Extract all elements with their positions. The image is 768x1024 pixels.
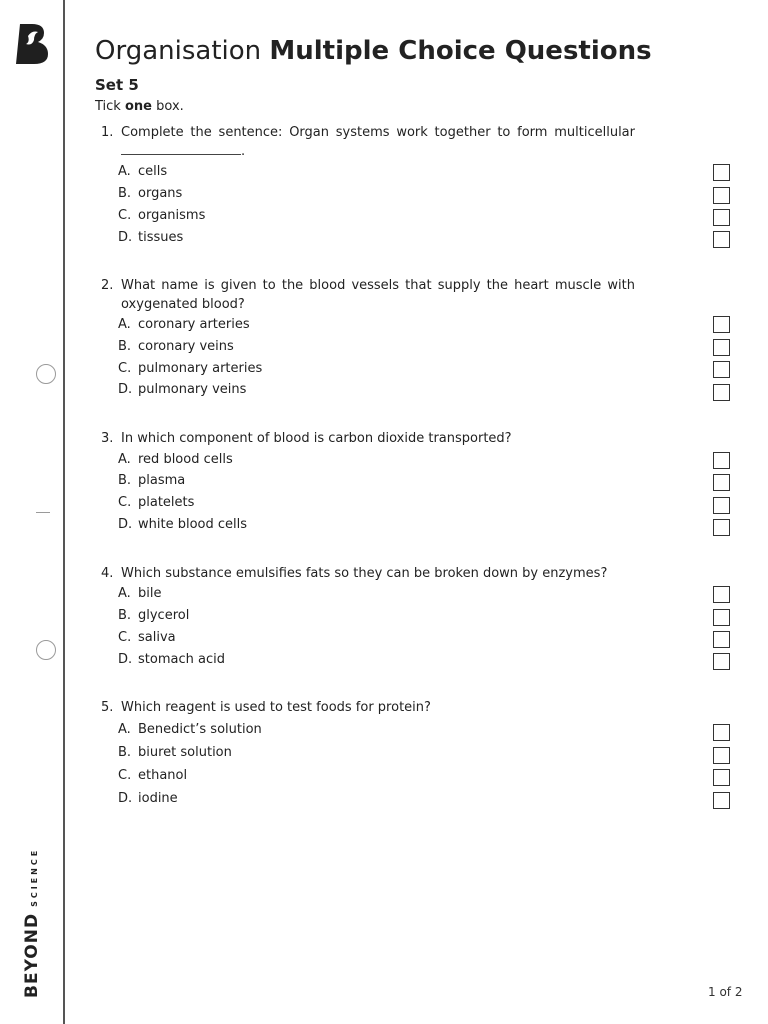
question-text-main: Complete the sentence: Organ systems work together to form multicellular	[121, 125, 635, 140]
option-letter: A.	[118, 722, 131, 737]
question-2	[101, 276, 635, 314]
margin-line	[63, 0, 65, 1024]
option-1b	[118, 183, 182, 205]
instruction-pre: Tick	[95, 99, 121, 114]
beyond-logo-icon	[14, 22, 52, 66]
option-letter: D.	[118, 382, 133, 397]
checkbox-4a[interactable]	[713, 586, 730, 603]
option-text: red blood cells	[138, 452, 233, 467]
instruction-bold: one	[124, 99, 152, 114]
option-text: bile	[138, 586, 162, 601]
option-1a	[118, 161, 167, 183]
option-4c	[118, 627, 176, 649]
option-letter: C.	[118, 630, 132, 645]
page-number: 1 of 2	[708, 985, 743, 999]
option-text: organisms	[138, 208, 206, 223]
question-text: Which reagent is used to test foods for protein?	[121, 700, 431, 715]
brand-main: BEYOND	[22, 912, 42, 998]
checkbox-1d[interactable]	[713, 231, 730, 248]
option-2b	[118, 336, 234, 358]
question-text: Which substance emulsifies fats so they can be broken down by enzymes?	[121, 566, 608, 581]
instruction	[95, 99, 184, 114]
option-text: organs	[138, 186, 183, 201]
option-text: plasma	[138, 473, 186, 488]
option-text: saliva	[138, 630, 176, 645]
checkbox-1b[interactable]	[713, 187, 730, 204]
option-text: Benedict’s solution	[138, 722, 262, 737]
option-letter: A.	[118, 164, 131, 179]
brand-wordmark	[22, 848, 42, 998]
option-text: pulmonary arteries	[138, 361, 263, 376]
option-text: biuret solution	[138, 745, 232, 760]
brand-sub: SCIENCE	[30, 847, 39, 907]
option-letter: A.	[118, 452, 131, 467]
option-letter: B.	[118, 473, 132, 488]
option-2c	[118, 358, 262, 380]
question-number: 5.	[101, 700, 114, 715]
option-text: ethanol	[138, 768, 188, 783]
option-text: glycerol	[138, 608, 190, 623]
option-letter: C.	[118, 768, 132, 783]
checkbox-4d[interactable]	[713, 653, 730, 670]
instruction-post: box.	[156, 99, 184, 114]
question-number: 3.	[101, 431, 114, 446]
option-4d	[118, 649, 225, 671]
question-4	[101, 564, 635, 583]
option-letter: B.	[118, 608, 132, 623]
question-number: 2.	[101, 278, 114, 293]
option-letter: D.	[118, 652, 133, 667]
option-letter: A.	[118, 317, 131, 332]
title-light: Organisation	[95, 36, 262, 66]
option-text: coronary arteries	[138, 317, 250, 332]
checkbox-5b[interactable]	[713, 747, 730, 764]
question-text-end: .	[241, 144, 246, 159]
checkbox-1c[interactable]	[713, 209, 730, 226]
option-letter: D.	[118, 791, 133, 806]
option-1c	[118, 205, 205, 227]
question-text	[121, 123, 635, 161]
checkbox-4c[interactable]	[713, 631, 730, 648]
option-3c	[118, 492, 194, 514]
option-text: tissues	[138, 230, 184, 245]
option-letter: D.	[118, 230, 133, 245]
question-text: What name is given to the blood vessels that supply the heart muscle with oxygenated blood?	[121, 278, 635, 312]
checkbox-2d[interactable]	[713, 384, 730, 401]
option-5d	[118, 788, 178, 810]
option-text: cells	[138, 164, 168, 179]
option-3a	[118, 449, 233, 471]
option-letter: B.	[118, 186, 132, 201]
option-3d	[118, 514, 247, 536]
option-text: coronary veins	[138, 339, 234, 354]
checkbox-3c[interactable]	[713, 497, 730, 514]
option-letter: C.	[118, 208, 132, 223]
option-5b	[118, 742, 232, 764]
option-text: platelets	[138, 495, 195, 510]
checkbox-2a[interactable]	[713, 316, 730, 333]
option-letter: A.	[118, 586, 131, 601]
option-5a	[118, 719, 262, 741]
checkbox-5a[interactable]	[713, 724, 730, 741]
option-letter: C.	[118, 495, 132, 510]
checkbox-3b[interactable]	[713, 474, 730, 491]
option-letter: C.	[118, 361, 132, 376]
option-2d	[118, 379, 246, 401]
option-letter: D.	[118, 517, 133, 532]
checkbox-5c[interactable]	[713, 769, 730, 786]
question-number: 1.	[101, 125, 114, 140]
option-letter: B.	[118, 339, 132, 354]
question-1	[101, 123, 635, 161]
checkbox-3a[interactable]	[713, 452, 730, 469]
punch-hole-top	[36, 364, 56, 384]
set-label: Set 5	[95, 76, 139, 94]
option-text: stomach acid	[138, 652, 225, 667]
option-5c	[118, 765, 187, 787]
option-text: iodine	[138, 791, 178, 806]
page-title	[95, 36, 652, 66]
checkbox-3d[interactable]	[713, 519, 730, 536]
option-1d	[118, 227, 183, 249]
question-5	[101, 698, 635, 717]
question-text: In which component of blood is carbon dioxide transported?	[121, 431, 512, 446]
checkbox-5d[interactable]	[713, 792, 730, 809]
option-4a	[118, 583, 161, 605]
punch-hole-bottom	[36, 640, 56, 660]
answer-blank	[121, 142, 241, 155]
checkbox-1a[interactable]	[713, 164, 730, 181]
checkbox-2b[interactable]	[713, 339, 730, 356]
checkbox-4b[interactable]	[713, 609, 730, 626]
fold-mark	[36, 512, 50, 513]
checkbox-2c[interactable]	[713, 361, 730, 378]
option-text: pulmonary veins	[138, 382, 247, 397]
question-3	[101, 429, 635, 448]
option-text: white blood cells	[138, 517, 248, 532]
option-3b	[118, 470, 185, 492]
title-bold: Multiple Choice Questions	[269, 36, 652, 66]
question-number: 4.	[101, 566, 114, 581]
option-2a	[118, 314, 250, 336]
option-letter: B.	[118, 745, 132, 760]
option-4b	[118, 605, 189, 627]
